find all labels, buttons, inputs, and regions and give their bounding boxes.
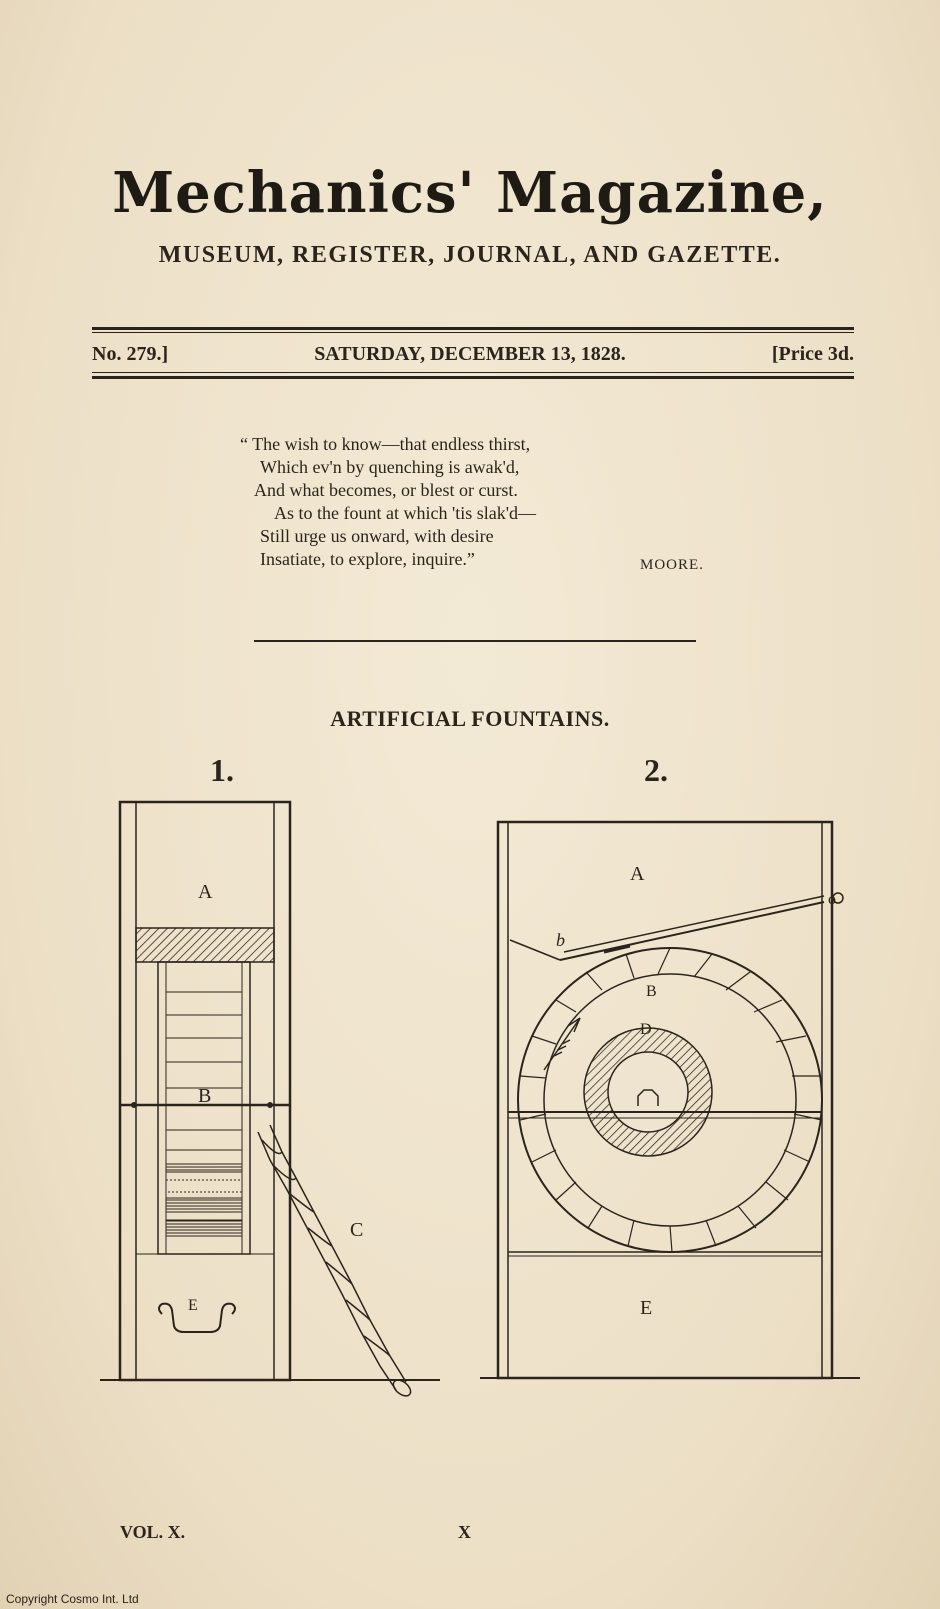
epigraph-line: Insatiate, to explore, inquire.” [260, 549, 475, 569]
fig2-label-e: E [640, 1297, 653, 1319]
epigraph [240, 433, 536, 571]
epigraph-line: As to the fount at which 'tis slak'd— [274, 503, 536, 523]
issue-date: SATURDAY, DECEMBER 13, 1828. [314, 343, 626, 365]
section-divider [254, 640, 696, 642]
fig2-label-d: D [640, 1021, 652, 1038]
fig2-label-b: B [646, 983, 657, 1000]
epigraph-author: MOORE. [640, 557, 704, 573]
fig1-label-e: E [188, 1297, 198, 1314]
figure-1-diagram [100, 800, 440, 1420]
epigraph-line: And what becomes, or blest or curst. [254, 480, 518, 500]
epigraph-line: Which ev'n by quenching is awak'd, [260, 457, 520, 477]
fig1-pipe [258, 1125, 414, 1399]
fig2-label-b-small: b [556, 930, 565, 950]
fig2-label-o: o [828, 891, 836, 908]
epigraph-line: Still urge us onward, with desire [260, 526, 494, 546]
epigraph-line: “ The wish to know—that endless thirst, [240, 434, 531, 454]
issue-number: No. 279.] [92, 343, 169, 365]
figure-1-number: 1. [210, 752, 234, 788]
fig2-hub-inner [608, 1052, 688, 1132]
article-title: ARTIFICIAL FOUNTAINS. [330, 706, 610, 731]
signature-mark: X [458, 1522, 471, 1542]
volume-number: VOL. X. [120, 1522, 186, 1542]
masthead-subtitle: MUSEUM, REGISTER, JOURNAL, AND GAZETTE. [158, 242, 782, 268]
fig1-label-c: C [350, 1219, 364, 1241]
copyright-notice: Copyright Cosmo Int. Ltd [6, 1592, 139, 1606]
bottom-rule-thin [92, 372, 854, 373]
fig1-reservoir-base [136, 928, 274, 962]
fig1-label-a: A [198, 881, 213, 903]
top-rule [92, 327, 854, 330]
bottom-rule [92, 376, 854, 379]
masthead-title: Mechanics' Magazine, [112, 160, 828, 226]
issue-price: [Price 3d. [771, 343, 854, 365]
fig1-label-b: B [198, 1085, 212, 1107]
issue-line [92, 343, 854, 366]
top-rule-thin [92, 332, 854, 333]
fig2-arrow [544, 1018, 580, 1070]
figure-2-diagram [480, 800, 860, 1420]
figure-2-number: 2. [644, 752, 668, 788]
fig2-label-a: A [630, 863, 645, 885]
